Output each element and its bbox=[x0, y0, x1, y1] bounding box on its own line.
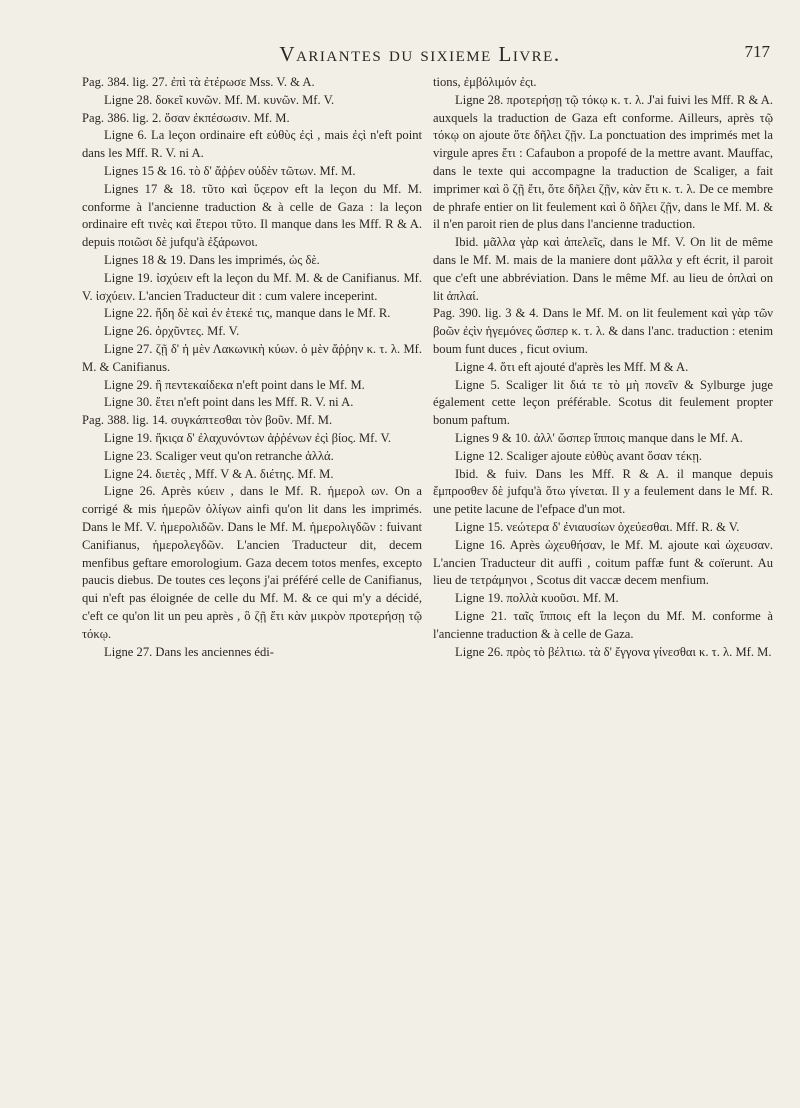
variant-entry: Ligne 27. ζῇ δ' ἡ μὲν Λακωνικὴ κύων. ὁ μὲν ἄῤῥην κ. τ. λ. Mf. M. & Canifianus. bbox=[82, 341, 422, 374]
page-number: 717 bbox=[744, 42, 770, 61]
variant-entry: tions, ἐμβόλιμόν ἐςι. bbox=[433, 75, 537, 89]
variant-entry: Ligne 22. ἤδη δὲ καὶ ἐν ἑτεκέ τις, manque dans le Mf. R. bbox=[104, 306, 391, 321]
variant-entry: Ligne 24. διετὲς , Mff. V & A. διέτης. Mf. M. bbox=[104, 466, 334, 481]
variant-entry: Pag. 386. lig. 2. ὅσαν ἐκπέσωσιν. Mf. M. bbox=[82, 110, 290, 125]
variant-entry: Ligne 21. ταῖς ἵπποις eft la leçon du Mf. M. conforme à l'ancienne traduction & à celle de Gaza. bbox=[433, 608, 773, 641]
variant-entry: Ligne 29. ἢ πεντεκαίδεκα n'eft point dans le Mf. M. bbox=[104, 377, 365, 392]
variant-entry: Ligne 19. πολλὰ κυοῦσι. Mf. M. bbox=[455, 591, 619, 606]
variant-entry: Ligne 26. πρὸς τὸ βέλτιω. τὰ δ' ἔγγονα γίνεσθαι κ. τ. λ. Mf. M. bbox=[455, 644, 772, 659]
variant-entry: Ligne 28. προτερήσῃ τῷ τόκῳ κ. τ. λ. J'ai fuivi les Mff. R & A. auxquels la traduction de Gaza eft conforme. Ailleurs, après τῷ τόκῳ on ajoute ὅτε δῆλει ζῇν. La ponctuation des imprimés met la virgule apres ἔτι : Cafaubon a propofé de la mettre avant. Mauffac, dans le texte qui accompagne la traduction de Scaliger, a fait imprimer καὶ ὃ ζῇ ἔτι, ὅτε δῆλει ζῇν, κὰν ἔτι κ. τ. λ. De ce membre de phrafe entier on lit feulement καὶ ὃ δῆλει ζῇν, dans le Mf. M. & il n'en paroit rien de plus dans l'ancienne traduction. bbox=[433, 92, 773, 232]
variant-entry: Ligne 23. Scaliger veut qu'on retranche ἀλλά. bbox=[104, 448, 334, 463]
variant-entry: Pag. 388. lig. 14. συγκάπτεσθαι τὸν βοῦν. Mf. M. bbox=[82, 413, 333, 428]
left-column bbox=[82, 74, 422, 1084]
variant-entry: Lignes 18 & 19. Dans les imprimés, ὡς δὲ. bbox=[104, 252, 320, 267]
variant-entry: Pag. 390. lig. 3 & 4. Dans le Mf. M. on lit feulement καὶ γὰρ τῶν βοῶν ἐςὶν ἡγεμόνες ὥσπερ κ. τ. λ. & dans l'anc. traduction : etenim boum funt duces , ficut ovium. bbox=[433, 306, 773, 356]
variant-entry: Ligne 5. Scaliger lit διά τε τὸ μὴ πονεῖν & Sylburge juge également cette leçon préférable. Scotus dit feulement propter bonum paftum. bbox=[433, 377, 773, 428]
variant-entry: Ligne 19. ἰσχύειν eft la leçon du Mf. M. & de Canifianus. Mf. V. ἰσχύειν. L'ancien Traducteur dit : cum valere inceperint. bbox=[82, 270, 422, 303]
variant-entry: Ligne 26. ὀρχῦντες. Mf. V. bbox=[104, 324, 240, 339]
variant-entry: Ligne 30. ἔτει n'eft point dans les Mff. R. V. ni A. bbox=[104, 395, 354, 410]
variant-entry: Ligne 6. La leçon ordinaire eft εὐθὺς ἐςὶ , mais ἐςὶ n'eft point dans les Mff. R. V. ni A. bbox=[82, 128, 422, 161]
variant-entry: Ligne 28. δοκεῖ κυνῶν. Mf. M. κυνῶν. Mf. V. bbox=[104, 92, 335, 107]
variant-entry: Lignes 9 & 10. ἀλλ' ὥσπερ ἵπποις manque dans le Mf. A. bbox=[455, 430, 743, 445]
variant-entry: Ligne 4. ὅτι eft ajouté d'après les Mff. M & A. bbox=[455, 359, 689, 374]
variant-entry: Ibid. & fuiv. Dans les Mff. R & A. il manque depuis ἔμπροσθεν δὲ jufqu'à ὅτω γίνεται. Il y a feulement dans le Mf. R. une petite lacune de l'efpace d'un mot. bbox=[433, 466, 773, 517]
variant-entry: Lignes 15 & 16. τὸ δ' ἄῤῥεν οὐδὲν τῶτων. Mf. M. bbox=[104, 163, 356, 178]
variant-entry: Ibid. μᾶλλα γὰρ καὶ ἀπελεῖς, dans le Mf. V. On lit de même dans le Mf. M. mais de la maniere dont μᾶλλα y eft écrit, il paroit que c'eft une abbréviation. Dans le même Mf. au lieu de ὀπλαὶ on lit ἀπλαί. bbox=[433, 235, 773, 303]
variant-entry: Ligne 15. νεώτερα δ' ἐνιαυσίων ὀχεύεσθαι. Mff. R. & V. bbox=[455, 519, 740, 534]
variant-entry: Ligne 16. Après ὠχευθήσαν, le Mf. M. ajoute καὶ ὠχευσαν. L'ancien Traducteur dit auffi , coitum paffæ funt & coïerunt. Au lieu de τετράμηνοι , Scotus dit vaccæ decem menfium. bbox=[433, 537, 773, 588]
running-title: Variantes du sixieme Livre. bbox=[279, 42, 561, 66]
right-column bbox=[433, 74, 773, 1084]
variant-entry: Pag. 384. lig. 27. ἐπὶ τὰ ἐτέρωσε Mss. V. & A. bbox=[82, 75, 315, 89]
page-header bbox=[70, 42, 770, 72]
variant-entry: Ligne 27. Dans les anciennes édi- bbox=[104, 644, 274, 659]
variant-entry: Ligne 26. Après κύειν , dans le Mf. R. ἡμερολ ων. On a corrigé & mis ἡμερῶν ὀλίγων ainfi qu'on lit dans les imprimés. Dans le Mf. V. ἡμερολιδῶν. Dans le Mf. M. ἡμερολιγδῶν : fuivant Canifianus, ἡμερολεγδῶν. L'ancien Traducteur dit, decem menfibus geftare emorologium. Gaza decem totos menfes, excepto paucis diebus. De toutes ces leçons j'ai préféré celle de Canifianus, qui n'eft pas éloignée de celle du Mf. M. & ce qui m'y a décidé, c'eft ce qu'on lit un peu après , ὃ ζῇ ἔτι κὰν μικρὸν προτερήσῃ τῷ τόκῳ. bbox=[82, 484, 422, 641]
variant-entry: Ligne 12. Scaliger ajoute εὐθὺς avant ὅσαν τέκῃ. bbox=[455, 448, 703, 463]
variant-entry: Lignes 17 & 18. τῦτο καὶ ὕςερον eft la leçon du Mf. M. conforme à l'ancienne traduction & à celle de Gaza : la leçon ordinaire eft τινὲς καὶ ἕτεροι τῦτο. Il manque dans les Mff. R & A. depuis ποιῶσι δὲ jufqu'à ἐξάρωνοι. bbox=[82, 181, 422, 250]
variant-entry: Ligne 19. ἥκιςα δ' ἐλαχυνόντων ἀῤῥένων ἐςὶ βίος. Mf. V. bbox=[104, 430, 392, 445]
